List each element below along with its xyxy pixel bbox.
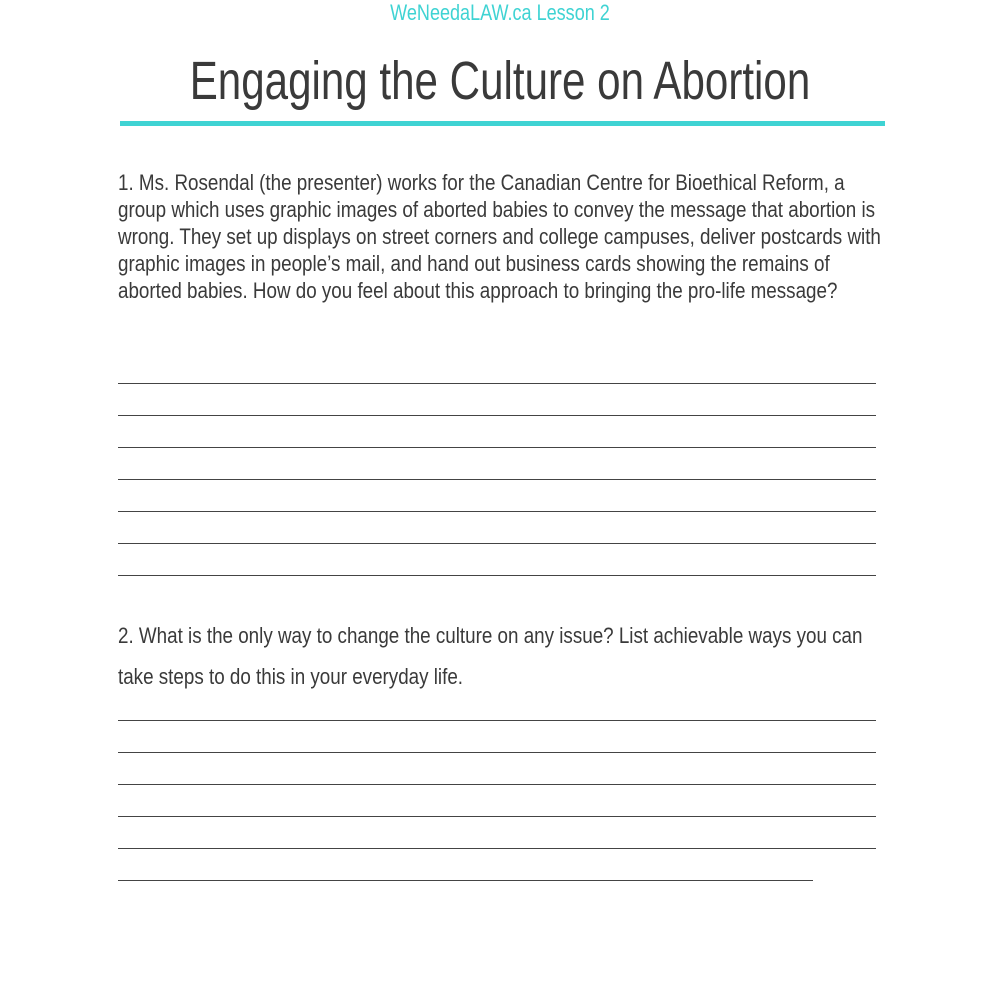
answer-line-q1[interactable]	[118, 447, 876, 448]
page-title: Engaging the Culture on Abortion	[189, 51, 811, 111]
answer-line-q2[interactable]	[118, 816, 876, 817]
answer-line-q1[interactable]	[118, 415, 876, 416]
answer-line-q1[interactable]	[118, 575, 876, 576]
answer-line-q2[interactable]	[118, 880, 813, 881]
answer-line-q1[interactable]	[118, 511, 876, 512]
answer-line-q1[interactable]	[118, 383, 876, 384]
lesson-tag: WeNeedaLAW.ca Lesson 2	[390, 0, 610, 25]
question-2: 2. What is the only way to change the culture on any issue? List achievable ways you can take steps to do this in your everyday life.	[118, 623, 863, 689]
question-1: 1. Ms. Rosendal (the presenter) works for the Canadian Centre for Bioethical Reform, a group which uses graphic images of aborted babies to convey the message that abortion is wrong. They set up displays on street corners and college campuses, deliver postcards with graphic images in people’s mail, and hand out business cards showing the remains of aborted babies. How do you feel about this approach to bringing the pro-life message?	[118, 170, 881, 303]
answer-line-q2[interactable]	[118, 848, 876, 849]
answer-line-q2[interactable]	[118, 720, 876, 721]
answer-line-q1[interactable]	[118, 543, 876, 544]
answer-line-q1[interactable]	[118, 479, 876, 480]
answer-line-q2[interactable]	[118, 752, 876, 753]
answer-line-q2[interactable]	[118, 784, 876, 785]
title-divider	[120, 121, 885, 126]
